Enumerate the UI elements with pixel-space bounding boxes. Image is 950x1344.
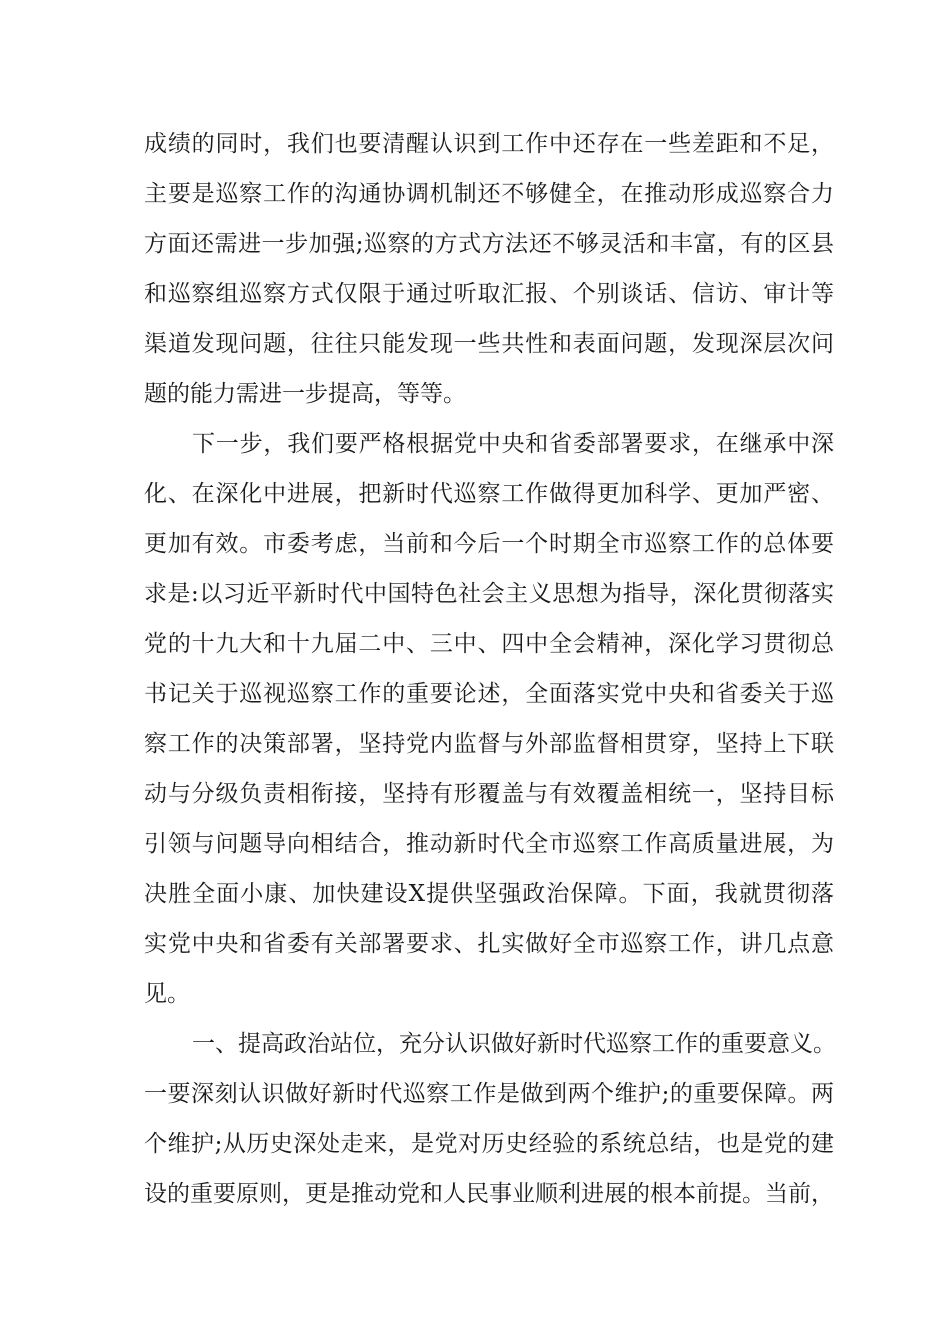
text-line: 渠道发现问题，往往只能发现一些共性和表面问题，发现深层次问 [144,331,834,357]
text-line: 一要深刻认识做好新时代巡察工作是做到两个维护;的重要保障。两 [144,1081,834,1107]
text-line: 主要是巡察工作的沟通协调机制还不够健全，在推动形成巡察合力 [144,181,834,207]
paragraph-first-line: 下一步，我们要严格根据党中央和省委部署要求，在继承中深 [192,431,834,457]
text-line: 实党中央和省委有关部署要求、扎实做好全市巡察工作，讲几点意 [144,931,834,957]
text-line: 设的重要原则，更是推动党和人民事业顺利进展的根本前提。当前， [144,1181,834,1207]
text-line: 求是:以习近平新时代中国特色社会主义思想为指导，深化贯彻落实 [144,581,834,607]
text-line: 见。 [144,981,190,1007]
text-line: 察工作的决策部署，坚持党内监督与外部监督相贯穿，坚持上下联 [144,731,834,757]
section-heading-line: 一、提高政治站位，充分认识做好新时代巡察工作的重要意义。 [192,1031,836,1057]
text-line: 成绩的同时，我们也要清醒认识到工作中还存在一些差距和不足， [144,131,834,157]
text-line: 决胜全面小康、加快建设X提供坚强政治保障。下面，我就贯彻落 [144,881,834,907]
text-line: 题的能力需进一步提高，等等。 [144,381,466,407]
text-line: 方面还需进一步加强;巡察的方式方法还不够灵活和丰富，有的区县 [144,231,834,257]
text-line: 和巡察组巡察方式仅限于通过听取汇报、个别谈话、信访、审计等 [144,281,834,307]
text-line: 引领与问题导向相结合，推动新时代全市巡察工作高质量进展，为 [144,831,834,857]
text-line: 党的十九大和十九届二中、三中、四中全会精神，深化学习贯彻总 [144,631,834,657]
text-line: 个维护;从历史深处走来，是党对历史经验的系统总结，也是党的建 [144,1131,834,1157]
text-line: 书记关于巡视巡察工作的重要论述，全面落实党中央和省委关于巡 [144,681,834,707]
text-line: 化、在深化中进展，把新时代巡察工作做得更加科学、更加严密、 [144,481,834,507]
text-line: 动与分级负责相衔接，坚持有形覆盖与有效覆盖相统一，坚持目标 [144,781,834,807]
text-line: 更加有效。市委考虑，当前和今后一个时期全市巡察工作的总体要 [144,531,834,557]
